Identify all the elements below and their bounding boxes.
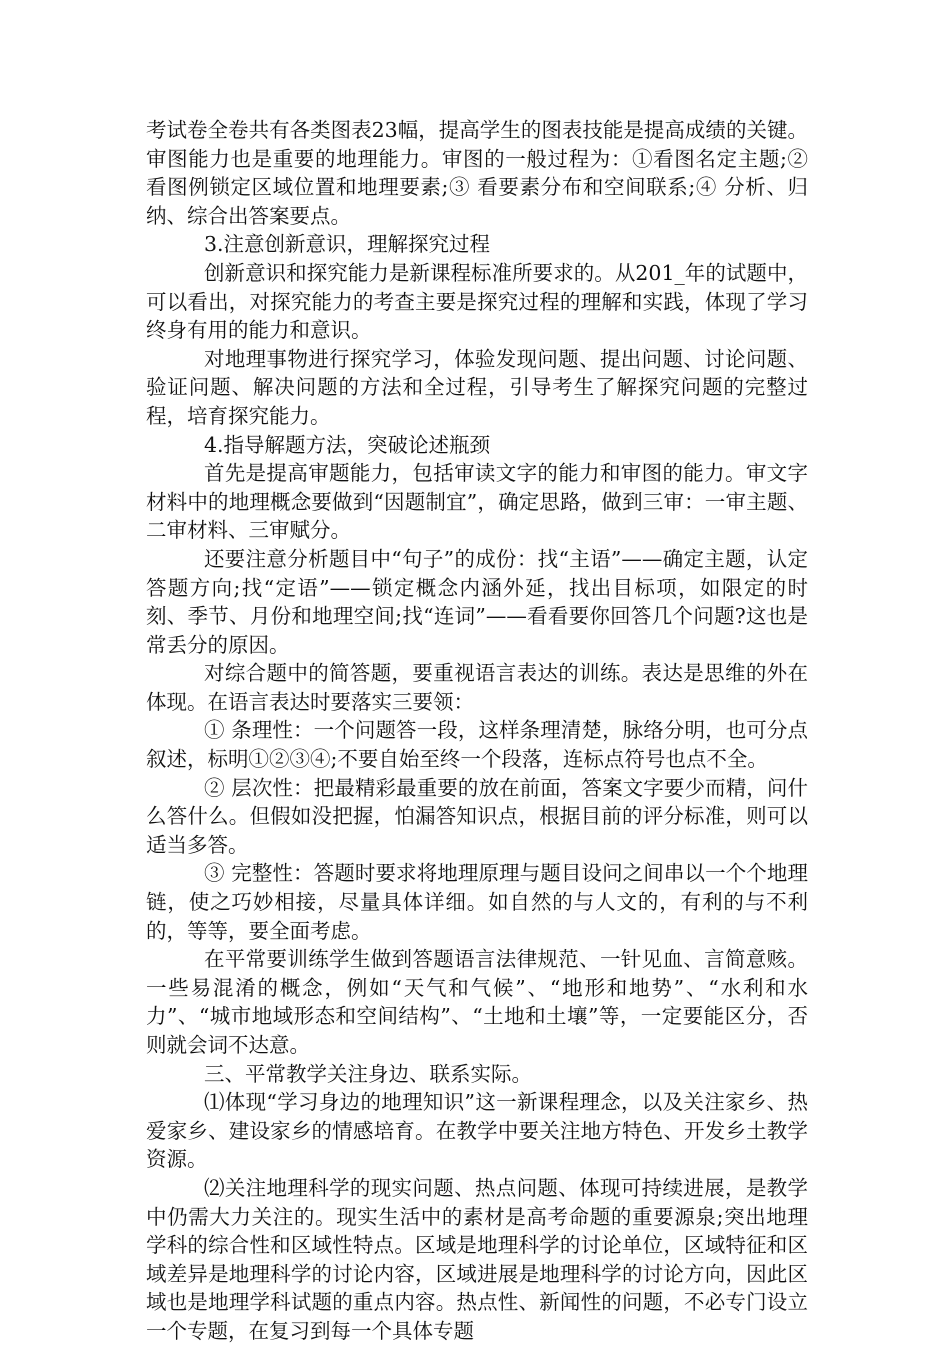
heading-methods: 4.指导解题方法，突破论述瓶颈: [204, 432, 491, 457]
paragraph-reading: 首先是提高审题能力，包括审读文字的能力和审图的能力。审文字材料中的地理概念要做到“因题制宜”，确定思路，做到三审：一审主题、二审材料、三审赋分。: [146, 461, 808, 543]
paragraph-language: 在平常要训练学生做到答题语言法律规范、一针见血、言简意赅。一些易混淆的概念，例如“天气和气候”、“地形和地势”、“水利和水力”、“城市地域形态和空间结构”、“土地和土壤”等，一定要能区分，否则就会词不达意。: [146, 947, 808, 1057]
heading-innovation: 3.注意创新意识，理解探究过程: [204, 232, 491, 257]
paragraph-figure-skills: 考试卷全卷共有各类图表23幅，提高学生的图表技能是提高成绩的关键。审图能力也是重要的地理能力。审图的一般过程为：①看图名定主题;② 看图例锁定区域位置和地理要素;③ 看要素分布和空间联系;④ 分析、归纳、综合出答案要点。: [146, 118, 808, 228]
paragraph-innovation: 创新意识和探究能力是新课程标准所要求的。从201_年的试题中，可以看出，对探究能力的考查主要是探究过程的理解和实践，体现了学习终身有用的能力和意识。: [146, 260, 808, 343]
paragraph-sentence-analysis: 还要注意分析题目中“句子”的成份：找“主语”——确定主题，认定答题方向;找“定语”——锁定概念内涵外延，找出目标项，如限定的时刻、季节、月份和地理空间;找“连词”——看看要你回答几个问题?这也是常丢分的原因。: [146, 546, 808, 657]
paragraph-local-knowledge: ⑴体现“学习身边的地理知识”这一新课程理念，以及关注家乡、热爱家乡、建设家乡的情感培育。在教学中要关注地方特色、开发乡土教学资源。: [146, 1090, 808, 1172]
paragraph-point-3: ③ 完整性：答题时要求将地理原理与题目设问之间串以一个个地理链，使之巧妙相接，尽量具体详细。如自然的与人文的，有利的与不利的，等等，要全面考虑。: [146, 861, 808, 943]
paragraph-real-issues: ⑵关注地理科学的现实问题、热点问题、体现可持续进展，是教学中仍需大力关注的。现实生活中的素材是高考命题的重要源泉;突出地理学科的综合性和区域性特点。区域是地理科学的讨论单位，区域特征和区域差异是地理科学的讨论内容，区域进展是地理科学的讨论方向，因此区域也是地理学科试题的重点内容。热点性、新闻性的问题，不必专门设立一个专题，在复习到每一个具体专题: [146, 1175, 808, 1343]
paragraph-inquiry: 对地理事物进行探究学习，体验发现问题、提出问题、讨论问题、验证问题、解决问题的方法和全过程，引导考生了解探究问题的完整过程，培育探究能力。: [146, 346, 808, 428]
paragraph-point-1: ① 条理性：一个问题答一段，这样条理清楚，脉络分明，也可分点叙述，标明①②③④;不要自始至终一个段落，连标点符号也点不全。: [146, 718, 808, 772]
paragraph-point-2: ② 层次性：把最精彩最重要的放在前面，答案文字要少而精，问什么答什么。但假如没把握，怕漏答知识点，根据目前的评分标准，则可以适当多答。: [146, 775, 808, 857]
heading-section-3: 三、平常教学关注身边、联系实际。: [204, 1061, 532, 1086]
paragraph-expression: 对综合题中的简答题，要重视语言表达的训练。表达是思维的外在体现。在语言表达时要落实三要领：: [146, 661, 808, 714]
document-body: [146, 116, 808, 1346]
